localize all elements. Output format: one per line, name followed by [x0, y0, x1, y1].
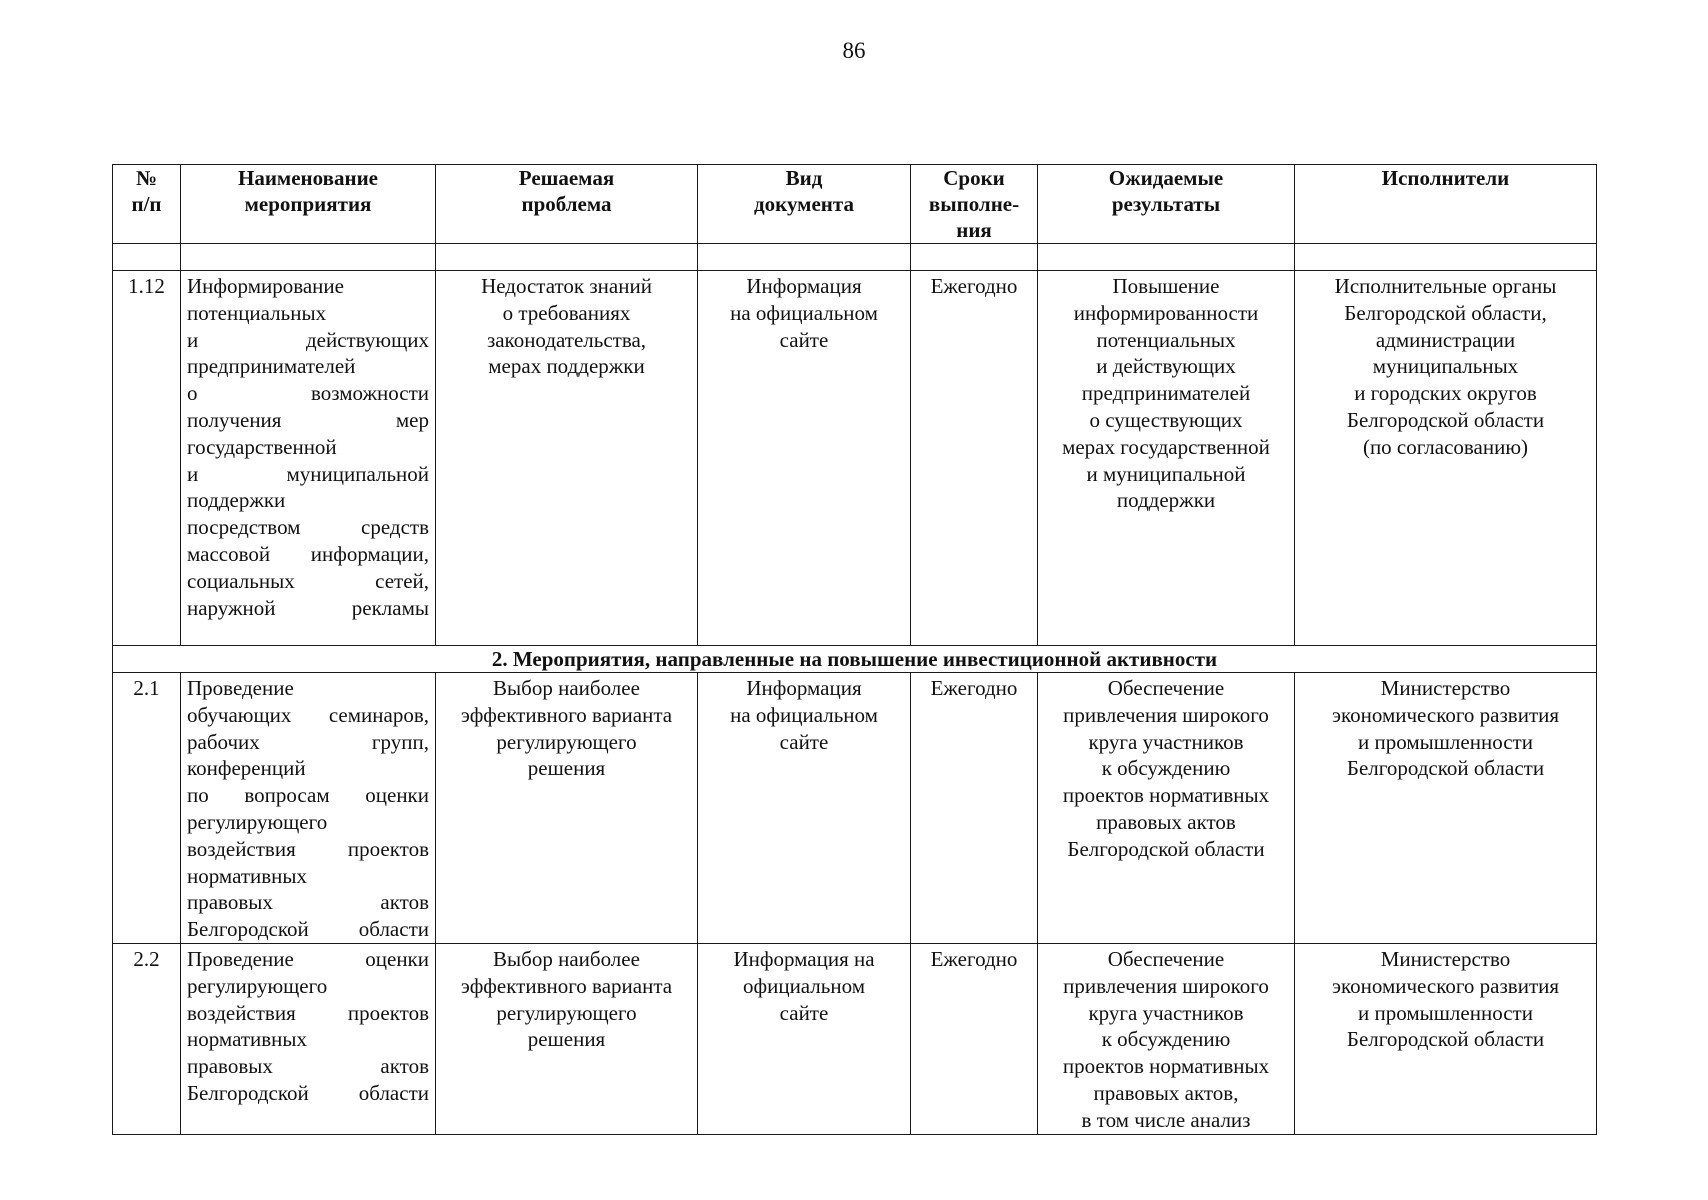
cell-line: воздействия проектов	[187, 1000, 429, 1025]
cell-line: решения	[527, 756, 606, 781]
cell-line: и муниципальной	[1086, 461, 1246, 486]
cell-line: мерах поддержки	[488, 354, 645, 379]
problem	[436, 271, 698, 646]
cell-line: круга участников	[1088, 729, 1244, 754]
cell-line: наружной рекламы	[187, 595, 429, 620]
cell-line: и промышленности	[1358, 729, 1533, 754]
cell-line: и действующих	[1096, 354, 1236, 379]
document-type	[698, 271, 911, 646]
cell-line: поддержки	[1116, 488, 1216, 513]
cell-line: Белгородской области	[1346, 1027, 1545, 1052]
cell-line: потенциальных	[187, 300, 327, 325]
cell-line: решения	[527, 1027, 606, 1052]
cell-line: экономического развития	[1331, 973, 1560, 998]
executors	[1295, 943, 1597, 1134]
cell-line: Белгородской области	[1346, 407, 1545, 432]
cell-line: Наименование	[238, 166, 378, 190]
cell-line: Информация на	[733, 946, 875, 971]
header-expected-results	[1038, 165, 1295, 244]
cell-line: Вид	[785, 166, 823, 190]
cell-line: рабочих групп,	[187, 729, 429, 754]
deadline: Ежегодно	[911, 943, 1038, 1134]
cell-line: о требованиях	[502, 300, 631, 325]
cell-line: Исполнители	[1381, 166, 1510, 190]
cell-line: к обсуждению	[1101, 756, 1231, 781]
cell-line: администрации	[1375, 327, 1516, 352]
page-number: 86	[842, 38, 866, 63]
cell-line: Белгородской области	[187, 917, 429, 942]
table-row	[113, 943, 1597, 1134]
cell-line: получения мер	[187, 407, 429, 432]
cell-line: предпринимателей	[1081, 381, 1251, 406]
cell-line: регулирующего	[187, 809, 328, 834]
table-row	[113, 271, 1597, 646]
cell-line: Выбор наиболее	[493, 676, 640, 700]
cell-line: мерах государственной	[1062, 434, 1270, 459]
header-deadline	[911, 165, 1038, 244]
cell-line: привлечения широкого	[1063, 702, 1269, 727]
cell-line: и муниципальной	[187, 461, 429, 486]
cell-line: Министерство	[1380, 946, 1511, 971]
cell-line: и промышленности	[1358, 1000, 1533, 1025]
table-row	[113, 673, 1597, 944]
deadline: Ежегодно	[911, 673, 1038, 944]
cell-line: экономического развития	[1331, 702, 1560, 727]
header-event-name	[181, 165, 436, 244]
cell-line: Белгородской области,	[1344, 300, 1547, 325]
cell-line: Информация	[746, 274, 862, 298]
cell-line: проблема	[521, 192, 612, 216]
table-header-row	[113, 165, 1597, 244]
cell-line: законодательства,	[486, 327, 647, 352]
cell-line: Белгородской области	[187, 1080, 429, 1105]
cell-line: круга участников	[1088, 1000, 1244, 1025]
event-name	[181, 673, 436, 944]
cell-line: Министерство	[1380, 676, 1511, 700]
cell-line: потенциальных	[1096, 327, 1236, 352]
row-number: 2.1	[113, 673, 181, 944]
cell-line: результаты	[1111, 192, 1221, 216]
cell-line: информированности	[1073, 300, 1259, 325]
cell-line: ния	[956, 218, 992, 242]
cell-line: привлечения широкого	[1063, 973, 1269, 998]
cell-line: выполне-	[928, 192, 1020, 216]
cell-line: сайте	[779, 729, 829, 754]
event-name	[181, 271, 436, 646]
problem	[436, 673, 698, 944]
header-executors	[1295, 165, 1597, 244]
cell-line: правовых актов	[1096, 809, 1236, 834]
cell-line: сайте	[779, 1000, 829, 1025]
expected-results	[1038, 673, 1295, 944]
cell-line: проектов нормативных	[1062, 783, 1270, 808]
action-plan-table	[112, 164, 1597, 1135]
cell-line: нормативных	[187, 1027, 308, 1052]
cell-line: сайте	[779, 327, 829, 352]
problem	[436, 943, 698, 1134]
cell-line: регулирующего	[187, 973, 328, 998]
cell-line: воздействия проектов	[187, 836, 429, 861]
cell-line: Повышение	[1112, 274, 1220, 298]
header-problem	[436, 165, 698, 244]
spacer-row	[113, 244, 1597, 271]
cell-line: Недостаток знаний	[481, 274, 652, 298]
cell-line: Исполнительные органы	[1334, 274, 1557, 298]
section-row	[113, 646, 1597, 673]
cell-line: массовой информации,	[187, 541, 429, 566]
cell-line: документа	[754, 192, 854, 216]
cell-line: конференций	[187, 756, 306, 781]
cell-line: Выбор наиболее	[493, 946, 640, 971]
cell-line: обучающих семинаров,	[187, 702, 429, 727]
document-type	[698, 943, 911, 1134]
cell-line: эффективного варианта	[460, 973, 673, 998]
cell-line: муниципальных	[1372, 354, 1519, 379]
cell-line: Проведение	[187, 676, 294, 700]
row-number: 1.12	[113, 271, 181, 646]
cell-line: (по согласованию)	[1362, 434, 1529, 459]
cell-line: регулирующего	[496, 729, 637, 754]
cell-line: посредством средств	[187, 515, 429, 540]
cell-line: регулирующего	[496, 1000, 637, 1025]
cell-line: Обеспечение	[1107, 946, 1225, 971]
cell-line: Информирование	[187, 274, 344, 298]
cell-line: правовых актов	[187, 1054, 429, 1079]
header-document-type	[698, 165, 911, 244]
row-number: 2.2	[113, 943, 181, 1134]
expected-results	[1038, 271, 1295, 646]
deadline: Ежегодно	[911, 271, 1038, 646]
cell-line: Белгородской области	[1346, 756, 1545, 781]
cell-line: Решаемая	[518, 166, 615, 190]
expected-results	[1038, 943, 1295, 1134]
cell-line: в том числе анализ	[1081, 1107, 1251, 1132]
cell-line: №	[135, 166, 158, 190]
cell-line: на официальном	[730, 702, 878, 727]
cell-line: официальном	[742, 973, 865, 998]
header-number	[113, 165, 181, 244]
cell-line: эффективного варианта	[460, 702, 673, 727]
cell-line: предпринимателей	[187, 354, 356, 379]
cell-line: Белгородской области	[1067, 836, 1265, 861]
cell-line: и действующих	[187, 327, 429, 352]
cell-line: поддержки	[187, 488, 286, 513]
cell-line: социальных сетей,	[187, 568, 429, 593]
cell-line: Обеспечение	[1107, 676, 1225, 700]
cell-line: Информация	[746, 676, 862, 700]
cell-line: нормативных	[187, 863, 308, 888]
cell-line: к обсуждению	[1101, 1027, 1231, 1052]
cell-line: мероприятия	[244, 192, 372, 216]
cell-line: проектов нормативных	[1062, 1054, 1270, 1079]
executors	[1295, 271, 1597, 646]
cell-line: по вопросам оценки	[187, 783, 429, 808]
executors	[1295, 673, 1597, 944]
cell-line: Сроки	[943, 166, 1005, 190]
cell-line: на официальном	[730, 300, 878, 325]
cell-line: Ожидаемые	[1108, 166, 1224, 190]
cell-line: правовых актов	[187, 890, 429, 915]
cell-line: государственной	[187, 434, 337, 459]
section-title: 2. Мероприятия, направленные на повышение инвестиционной активности	[113, 646, 1597, 673]
cell-line: Проведение оценки	[187, 946, 429, 971]
cell-line: о существующих	[1089, 407, 1243, 432]
document-type	[698, 673, 911, 944]
cell-line: о возможности	[187, 381, 429, 406]
cell-line: и городских округов	[1354, 381, 1537, 406]
cell-line: п/п	[131, 192, 162, 216]
cell-line: правовых актов,	[1093, 1080, 1239, 1105]
event-name	[181, 943, 436, 1134]
